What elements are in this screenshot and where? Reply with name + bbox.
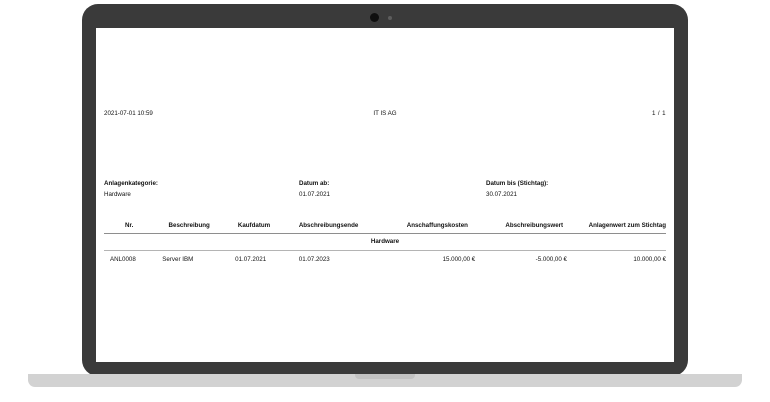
meta-date-to — [486, 180, 666, 198]
page-indicator: 1 / 1 — [651, 110, 666, 117]
report-document — [96, 28, 674, 362]
column-header-desc: Beschreibung — [168, 222, 210, 229]
cell-anlagenwert: 10.000,00 € — [633, 256, 667, 263]
table-header-row — [104, 218, 666, 233]
report-meta — [104, 180, 666, 198]
cell-abschreibungsende: 01.07.2023 — [298, 256, 330, 263]
status-led-icon — [388, 16, 392, 20]
cell-nr: ANL0008 — [110, 256, 136, 263]
cell-abschreibungswert: -5.000,00 € — [535, 256, 567, 263]
laptop-bezel — [82, 4, 688, 30]
laptop-screen — [96, 28, 674, 362]
meta-category — [104, 180, 299, 198]
camera-dot-icon — [370, 13, 379, 22]
meta-category-value: Hardware — [104, 191, 131, 198]
column-header-abschreibungswert: Abschreibungswert — [505, 222, 564, 229]
report-timestamp: 2021-07-01 10:59 — [104, 110, 153, 117]
table-group-row — [104, 234, 666, 250]
assets-table — [104, 218, 666, 268]
cell-desc: Server IBM — [162, 256, 194, 263]
column-header-abschreibungsende: Abschreibungsende — [298, 222, 359, 229]
cell-anschaffungskosten: 15.000,00 € — [442, 256, 476, 263]
document-header — [104, 110, 666, 117]
meta-date-from-value: 01.07.2021 — [299, 191, 330, 198]
meta-category-label: Anlagenkategorie: — [104, 180, 158, 187]
meta-date-from — [299, 180, 486, 198]
laptop-base-notch — [355, 374, 415, 379]
meta-date-from-label: Datum ab: — [299, 180, 330, 187]
table-group-label: Hardware — [370, 238, 400, 245]
table-row — [104, 251, 666, 268]
meta-date-to-label: Datum bis (Stichtag): — [486, 180, 549, 187]
column-header-anschaffungskosten: Anschaffungskosten — [406, 222, 468, 229]
company-name: IT IS AG — [373, 110, 397, 117]
column-header-anlagenwert: Anlagenwert zum Stichtag — [588, 222, 666, 229]
column-header-nr: Nr. — [125, 222, 134, 229]
column-header-kaufdatum: Kaufdatum — [237, 222, 271, 229]
meta-date-to-value: 30.07.2021 — [486, 191, 517, 198]
cell-kaufdatum: 01.07.2021 — [235, 256, 267, 263]
